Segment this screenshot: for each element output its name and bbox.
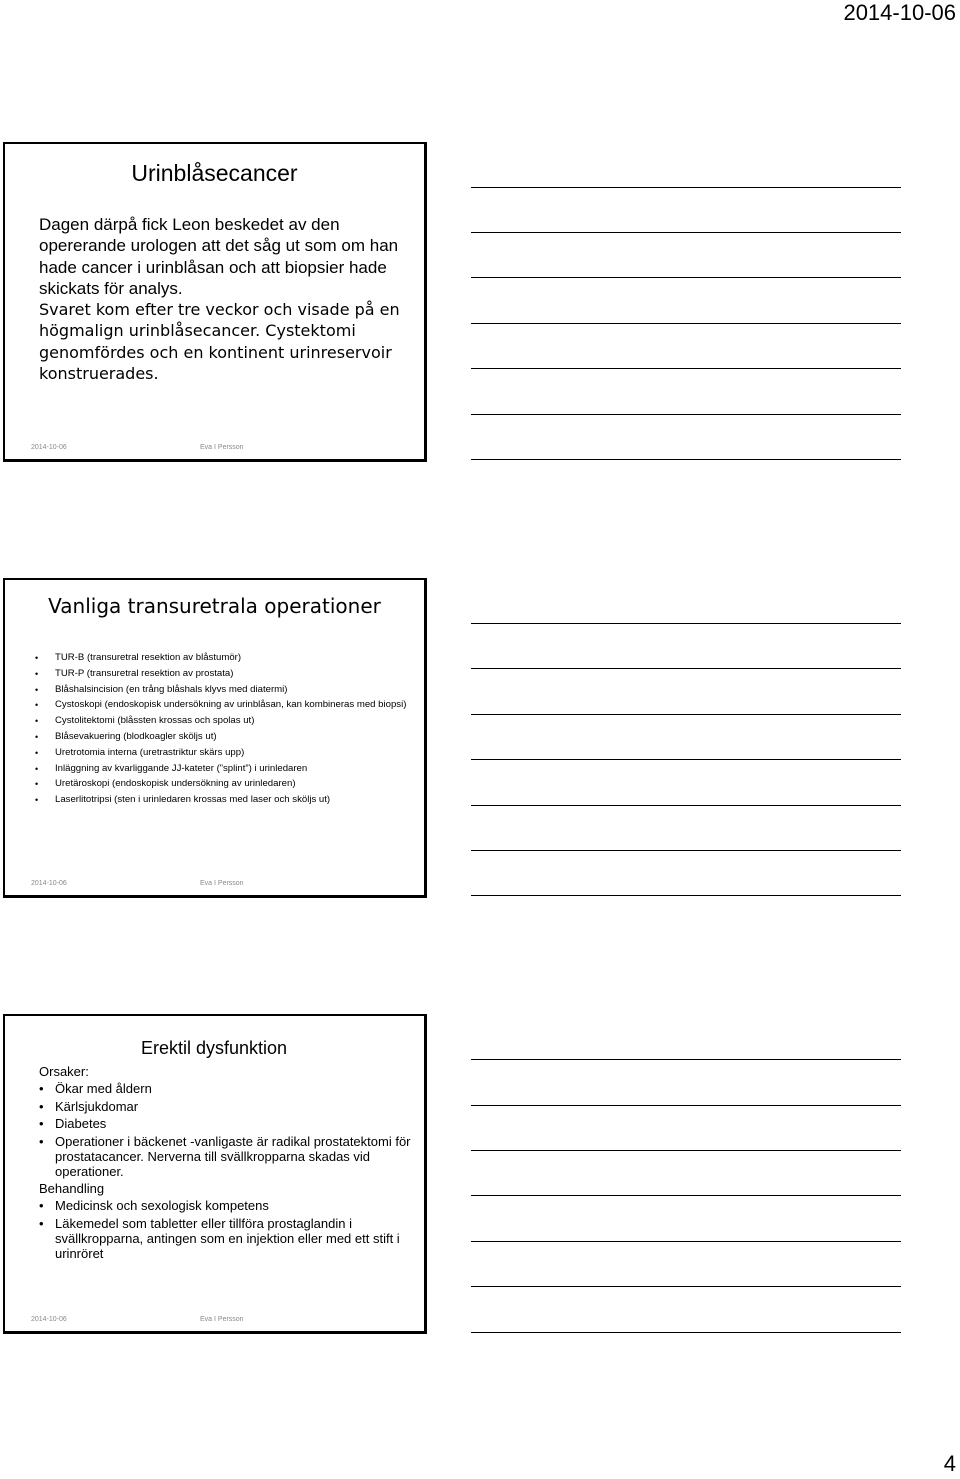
page-date: 2014-10-06: [843, 0, 956, 25]
slide-paragraph: Dagen därpå fick Leon beskedet av den opererande urologen att det såg ut som om han hade cancer i urinblåsan och att biopsier hade skickats för analys.: [39, 215, 399, 298]
treatment-list: [39, 1198, 414, 1261]
note-line: [471, 1286, 901, 1287]
list-item: • Läkemedel som tabletter eller tillföra prostaglandin i svällkropparna, antingen som en injektion eller med ett stift i urinröret: [39, 1216, 414, 1261]
note-line: [471, 414, 901, 415]
note-line: [471, 714, 901, 715]
slide-erektil-dysfunktion: [3, 1014, 427, 1334]
slide-title: Urinblåsecancer: [131, 160, 298, 186]
slide-footer-author: Eva I Persson: [200, 444, 244, 451]
note-line: [471, 368, 901, 369]
slide-footer-date: 2014-10-06: [31, 444, 67, 451]
causes-list: [39, 1081, 414, 1179]
slide-footer-author: Eva I Persson: [200, 880, 244, 887]
list-item: • TUR-B (transuretral resektion av blåstumör): [35, 652, 410, 664]
list-item: • Ökar med åldern: [39, 1081, 414, 1096]
note-line: [471, 1105, 901, 1106]
note-line: [471, 1195, 901, 1196]
list-item: • Blåsevakuering (blodkoagler sköljs ut): [35, 731, 410, 743]
slide-title: Vanliga transuretrala operationer: [48, 594, 381, 618]
list-item: • Inläggning av kvarliggande JJ-kateter (”splint”) i urinledaren: [35, 763, 410, 775]
list-item: • Medicinsk och sexologisk kompetens: [39, 1198, 414, 1213]
note-line: [471, 623, 901, 624]
list-item: • Uretäroskopi (endoskopisk undersökning av urinledaren): [35, 778, 410, 790]
treatment-label: Behandling: [39, 1181, 105, 1197]
list-item: • Laserlitotripsi (sten i urinledaren krossas med laser och sköljs ut): [35, 794, 410, 806]
slide-footer-date: 2014-10-06: [31, 1316, 67, 1323]
slide-body: [39, 1064, 414, 1264]
note-line: [471, 1332, 901, 1333]
note-line: [471, 459, 901, 460]
slide-footer-author: Eva I Persson: [200, 1316, 244, 1323]
list-item: • Cystoskopi (endoskopisk undersökning av urinblåsan, kan kombineras med biopsi): [35, 699, 410, 711]
note-line: [471, 187, 901, 188]
note-line: [471, 668, 901, 669]
note-line: [471, 323, 901, 324]
note-line: [471, 1059, 901, 1060]
list-item: • Blåshalsincision (en trång blåshals klyvs med diatermi): [35, 684, 410, 696]
note-line: [471, 1241, 901, 1242]
list-item: • Cystolitektomi (blåssten krossas och spolas ut): [35, 715, 410, 727]
note-line: [471, 759, 901, 760]
list-item: • Diabetes: [39, 1116, 414, 1131]
note-line: [471, 895, 901, 896]
note-line: [471, 277, 901, 278]
slide-transuretrala-operationer: [3, 578, 427, 898]
note-line: [471, 1150, 901, 1151]
list-item: • TUR-P (transuretral resektion av prostata): [35, 668, 410, 680]
slide-urinblasecancer: [3, 142, 427, 462]
list-item: • Operationer i bäckenet -vanligaste är radikal prostatektomi för prostatacancer. Nerverna till svällkropparna skadas vid operationer.: [39, 1134, 414, 1179]
slide-paragraph: Svaret kom efter tre veckor och visade på en högmalign urinblåsecancer. Cystektomi genomfördes och en kontinent urinreservoir konstruerades.: [39, 300, 400, 384]
slide-footer-date: 2014-10-06: [31, 880, 67, 887]
note-line: [471, 232, 901, 233]
note-line: [471, 850, 901, 851]
list-item: • Uretrotomia interna (uretrastriktur skärs upp): [35, 747, 410, 759]
causes-label: Orsaker:: [39, 1064, 89, 1079]
list-item: • Kärlsjukdomar: [39, 1099, 414, 1114]
slide-body: [39, 214, 419, 384]
note-line: [471, 805, 901, 806]
slide-title: Erektil dysfunktion: [141, 1038, 288, 1058]
page-number: 4: [943, 1451, 956, 1476]
operations-list: [35, 652, 410, 810]
